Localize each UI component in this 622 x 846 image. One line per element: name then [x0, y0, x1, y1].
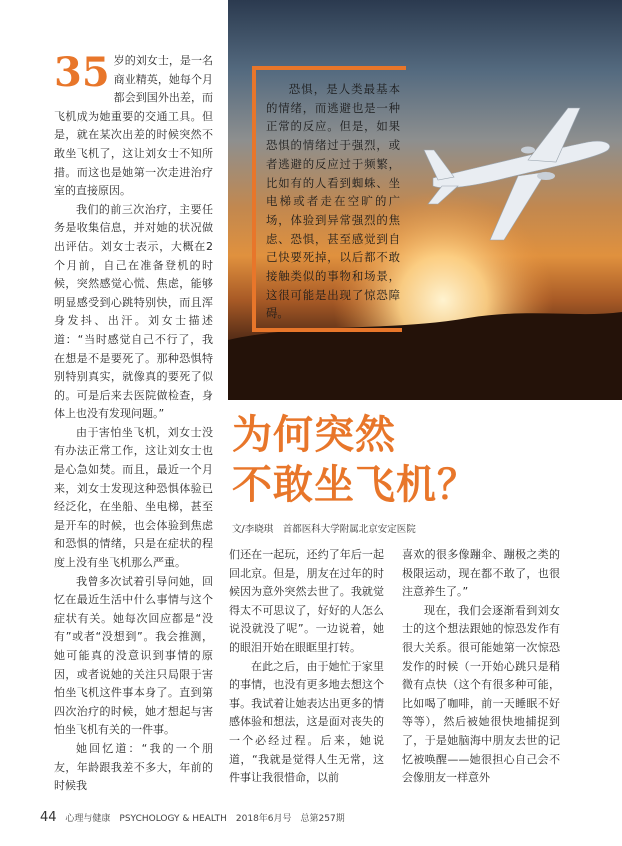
paragraph: 我曾多次试着引导问她，回忆在最近生活中什么事情与这个症状有关。她每次回应都是“没有”或者“没想到”。我会推测，她可能真的没意识到事情的原因，或者说她的关注只局限于害怕坐飞机这件事本身了。直到第四次治疗的时候，她才想起与害怕坐飞机有关的一件事。 — [54, 574, 213, 737]
paragraph: 我们的前三次治疗，主要任务是收集信息，并对她的状况做出评估。刘女士表示，大概在2个月前，自己在准备登机的时候，突然感觉心慌、焦虑，能够明显感受到心跳特别快，而且浑身发抖、出汗。刘女士描述道：“当时感觉自己不行了，我在想是不是要死了。那种恐惧特别特别真实，就像真的要死了似的。可是后来去医院做检查，身体上也没有发现问题。” — [54, 202, 213, 421]
page-number: 44 — [40, 810, 57, 825]
paragraph: 们还在一起玩，还约了年后一起回北京。但是，朋友在过年的时候因为意外突然去世了。我就觉得太不可思议了，好好的人怎么说没就没了呢”。一边说着，她的眼泪开始在眼眶里打转。 — [229, 548, 384, 654]
pull-quote-text: 恐惧，是人类最基本的情绪，而逃避也是一种正常的反应。但是，如果恐惧的情绪过于强烈，或者逃避的反应过于频繁，比如有的人看到蜘蛛、坐电梯或者走在空旷的广场，体验到异常强烈的焦虑、恐惧，甚至感觉到自己快要死掉，以后都不敢接触类似的事物和场景，这很可能是出现了惊恐障碍。 — [266, 82, 400, 321]
article-column-2 — [229, 546, 384, 788]
journal-info: 心理与健康 PSYCHOLOGY & HEALTH 2018年6月号 总第257期 — [65, 814, 345, 824]
paragraph: 喜欢的很多像蹦伞、蹦极之类的极限运动，现在都不敢了，也很注意养生了。” — [402, 548, 560, 599]
article-title — [232, 410, 478, 510]
title-line-1: 为何突然 — [232, 412, 396, 458]
page-footer — [40, 810, 345, 825]
article-column-3 — [402, 546, 560, 788]
paragraph: 现在，我们会逐渐看到刘女士的这个想法跟她的惊恐发作有很大关系。很可能她第一次惊恐发作的时候（一开始心跳只是稍微有点快（这个有很多种可能，比如喝了咖啡，前一天睡眠不好等等），然后被她很快地捕捉到了，于是她脑海中朋友去世的记忆被唤醒——她很担心自己会不会像朋友一样意外 — [402, 603, 560, 785]
paragraph: 她回忆道：“我的一个朋友，年龄跟我差不多大，年前的时候我 — [54, 741, 213, 793]
dropcap: 35 — [54, 49, 110, 96]
article-column-1 — [54, 49, 213, 796]
paragraph: 在此之后，由于她忙于家里的事情，也没有更多地去想这个事。我试着让她表达出更多的情感体验和想法，这是面对丧失的一个必经过程。后来，她说道，“我就是觉得人生无常，这件事让我很惜命，以前 — [229, 659, 384, 785]
pull-quote — [252, 66, 402, 332]
paragraph: 岁的刘女士，是一名商业精英，她每个月都会到国外出差，而飞机成为她重要的交通工具。但是，就在某次出差的时候突然不敢坐飞机了，这让刘女士不知所措。而这也是她第一次走进治疗室的直接原因。 — [54, 54, 213, 198]
byline: 文/李晓琪 首都医科大学附属北京安定医院 — [232, 524, 416, 535]
paragraph: 由于害怕坐飞机，刘女士没有办法正常工作，这让刘女士也是心急如焚。而且，最近一个月来，刘女士发现这种恐惧体验已经泛化，在坐船、坐电梯，甚至是开车的时候，也会体验到焦虑和恐惧的情绪，只是在症状的程度上没有坐飞机那么严重。 — [54, 425, 213, 570]
title-line-2: 不敢坐飞机？ — [232, 462, 478, 508]
